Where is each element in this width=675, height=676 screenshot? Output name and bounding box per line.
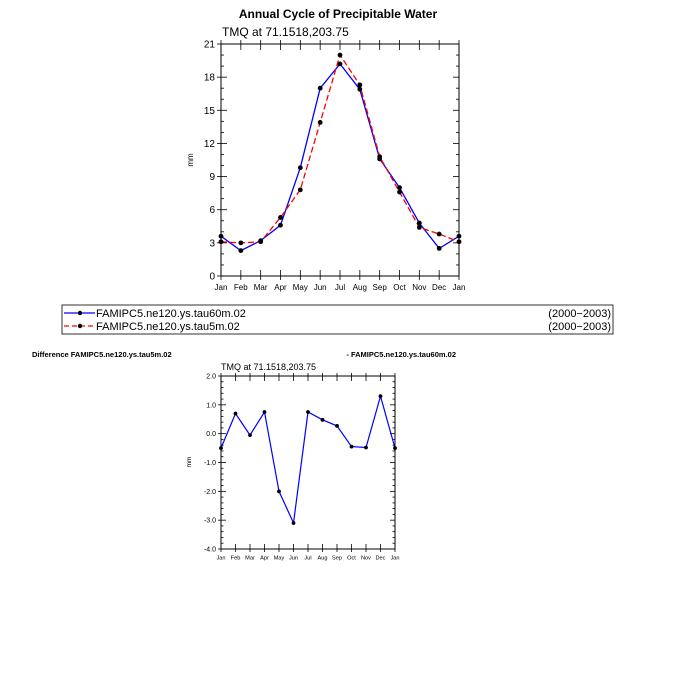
c2-point-0-12 [393,446,397,450]
c2-xtick-label: Nov [361,555,371,562]
chart2-subtitle: TMQ at 71.1518,203.75 [221,362,317,372]
c2-xtick-label: Dec [375,555,386,562]
c1-xtick-label: Jan [214,283,228,292]
legend [62,305,613,334]
c1-point-1-12 [457,239,462,244]
c1-series-line-1 [221,55,459,243]
c2-series-line-0 [221,396,395,523]
c1-point-0-3 [278,223,283,228]
c2-point-0-2 [248,433,252,437]
c1-xtick-label: May [292,283,308,292]
chart1-ylabel: mm [186,153,195,167]
c1-point-0-11 [437,246,442,251]
c1-xtick-label: Jun [313,283,327,292]
c1-point-1-7 [357,82,362,87]
annual-cycle-chart [186,7,465,292]
c2-xtick-label: Sep [332,555,342,562]
c1-point-1-6 [338,53,343,58]
c2-xtick-label: Jul [304,555,312,562]
c2-point-0-7 [321,418,325,422]
chart2-title-right: - FAMIPC5.ne120.ys.tau60m.02 [346,350,456,359]
legend-marker-1 [78,311,82,315]
c1-point-0-12 [457,234,462,239]
c1-ytick-label: 3 [209,238,215,250]
c1-point-1-2 [258,239,263,244]
c1-point-0-5 [318,86,323,91]
chart1-x-tick-labels [215,283,466,292]
chart1-series [219,53,462,253]
legend-label-1: FAMIPC5.ne120.ys.tau60m.02 [96,308,246,320]
difference-chart [32,350,456,562]
c2-xtick-label: Jun [288,555,299,562]
c2-xtick-label: Mar [245,555,255,562]
c1-point-1-11 [437,232,442,237]
c1-point-1-5 [318,120,323,125]
chart2-axis-ticks [218,373,395,552]
c1-point-1-10 [417,225,422,230]
chart2-x-tick-labels [216,556,399,562]
c1-ytick-label: 18 [203,72,215,84]
c1-ytick-label: 0 [209,271,215,283]
c1-xtick-label: Aug [352,283,367,292]
chart1-plot-frame [221,44,459,276]
c1-xtick-label: Mar [253,283,268,292]
c1-xtick-label: Nov [412,283,427,292]
c1-point-0-4 [298,165,303,170]
c2-point-0-0 [219,446,223,450]
c1-ytick-label: 12 [203,138,215,150]
legend-period-1: (2000−2003) [548,308,611,320]
c1-point-1-1 [238,240,243,245]
c2-ytick-label: -2.0 [203,488,216,496]
c2-point-0-5 [292,521,296,525]
c1-point-1-4 [298,187,303,192]
c2-xtick-label: Apr [260,555,269,562]
chart2-y-tick-labels [204,373,216,553]
c1-ytick-label: 15 [203,105,215,117]
chart2-series [219,394,397,525]
c2-ytick-label: -3.0 [203,517,216,525]
legend-period-2: (2000−2003) [548,321,611,333]
c2-point-0-3 [263,410,267,414]
chart1-subtitle: TMQ at 71.1518,203.75 [222,25,349,39]
chart1-y-tick-labels [204,40,216,283]
c1-point-0-1 [238,248,243,253]
c1-point-0-9 [397,185,402,190]
chart2-ylabel: mm [186,456,193,468]
c1-point-1-9 [397,190,402,195]
c2-point-0-1 [234,412,238,416]
chart2-plot-frame [221,376,395,549]
c1-series-line-0 [221,64,459,251]
legend-label-2: FAMIPC5.ne120.ys.tau5m.02 [96,321,240,333]
c2-xtick-label: Jan [390,555,400,562]
c2-xtick-label: Oct [347,555,356,562]
c2-point-0-6 [306,410,310,414]
c2-ytick-label: -4.0 [203,546,216,554]
c2-ytick-label: 0.0 [206,431,216,439]
chart1-title: Annual Cycle of Precipitable Water [238,7,438,21]
c1-point-0-7 [357,87,362,92]
c2-xtick-label: Feb [230,555,241,562]
c1-point-1-3 [278,215,283,220]
c2-xtick-label: Jan [216,555,226,562]
c2-ytick-label: 2.0 [206,373,216,381]
c1-point-1-8 [377,154,382,159]
c1-ytick-label: 21 [203,39,215,51]
c1-point-1-0 [219,239,224,244]
c1-xtick-label: Apr [274,283,287,292]
c1-ytick-label: 6 [209,205,215,217]
c1-xtick-label: Sep [372,283,387,292]
c1-point-0-6 [338,61,343,66]
c1-point-0-10 [417,221,422,226]
c1-point-0-0 [219,234,224,239]
c1-ytick-label: 9 [209,172,215,184]
chart2-title-left: Difference FAMIPC5.ne120.ys.tau5m.02 [32,350,172,359]
c1-xtick-label: Dec [432,283,447,292]
c2-ytick-label: -1.0 [203,459,216,467]
c1-xtick-label: Feb [233,283,248,292]
c2-point-0-10 [364,446,368,450]
c1-xtick-label: Oct [393,283,406,292]
c1-xtick-label: Jan [452,283,466,292]
c2-point-0-8 [335,424,339,428]
c2-xtick-label: May [273,555,285,562]
c2-point-0-11 [379,394,383,398]
c2-point-0-9 [350,445,354,449]
c2-point-0-4 [277,489,281,493]
c2-ytick-label: 1.0 [206,402,216,410]
c2-xtick-label: Aug [317,555,328,562]
legend-marker-2 [78,324,82,328]
c1-xtick-label: Jul [334,283,346,292]
